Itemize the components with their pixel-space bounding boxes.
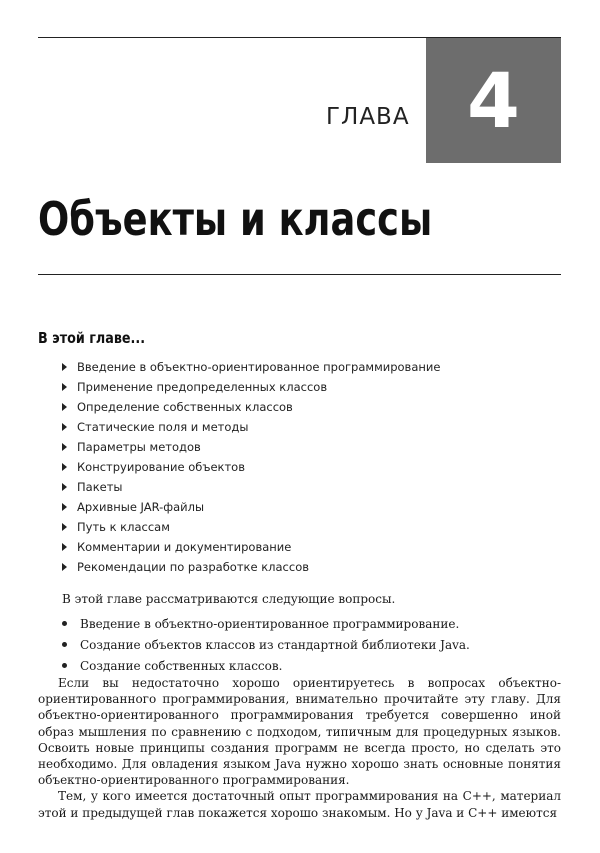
- triangle-bullet-icon: [62, 423, 67, 431]
- triangle-bullet-icon: [62, 383, 67, 391]
- body-paragraph: Если вы недостаточно хорошо ориентируетесь в вопросах объектно-ориентированного программирования, внимательно прочитайте эту главу. Для объектно-ориентированного программирования требуется совершенно иной образ мышления по сравнению с подходом, типичным для процедурных языков. Освоить новые принципы создания программ не всегда просто, но сделать это необходимо. Для овладения языком Java нужно хорошо знать основные понятия объектно-ориентированного программирования.: [38, 676, 561, 788]
- topic-item: [62, 634, 470, 655]
- toc-item: [62, 557, 440, 577]
- toc-item: [62, 537, 440, 557]
- chapter-number-box: [426, 38, 561, 163]
- triangle-bullet-icon: [62, 503, 67, 511]
- triangle-bullet-icon: [62, 463, 67, 471]
- triangle-bullet-icon: [62, 543, 67, 551]
- toc-item-label: Определение собственных классов: [77, 400, 293, 414]
- toc-item: [62, 457, 440, 477]
- toc-item: [62, 437, 440, 457]
- chapter-title: Объекты и классы: [38, 192, 433, 246]
- chapter-number: 4: [467, 55, 520, 145]
- toc-item-label: Параметры методов: [77, 440, 201, 454]
- toc-item: [62, 377, 440, 397]
- triangle-bullet-icon: [62, 523, 67, 531]
- title-rule: [38, 274, 561, 275]
- topic-item: [62, 613, 470, 634]
- section-heading: В этой главе...: [38, 329, 146, 347]
- toc-item-label: Комментарии и документирование: [77, 540, 292, 554]
- body-text: [38, 675, 561, 821]
- toc-item-label: Пакеты: [77, 480, 123, 494]
- chapter-contents-list: [62, 357, 440, 577]
- body-paragraph: Тем, у кого имеется достаточный опыт программирования на C++, материал этой и предыдущей глав покажется хорошо знакомым. Но у Java и C++ имеются: [38, 789, 561, 820]
- toc-item: [62, 357, 440, 377]
- intro-sentence: В этой главе рассматриваются следующие вопросы.: [62, 592, 396, 606]
- toc-item-label: Архивные JAR-файлы: [77, 500, 205, 514]
- toc-item-label: Введение в объектно-ориентированное программирование: [77, 360, 441, 374]
- chapter-label: ГЛАВА: [326, 104, 410, 130]
- topic-item-label: Введение в объектно-ориентированное программирование.: [80, 616, 460, 631]
- bullet-dot-icon: [62, 642, 67, 647]
- triangle-bullet-icon: [62, 403, 67, 411]
- toc-item-label: Статические поля и методы: [77, 420, 249, 434]
- triangle-bullet-icon: [62, 443, 67, 451]
- toc-item: [62, 517, 440, 537]
- toc-item: [62, 497, 440, 517]
- toc-item-label: Конструирование объектов: [77, 460, 245, 474]
- topic-item-label: Создание объектов классов из стандартной библиотеки Java.: [80, 637, 470, 652]
- toc-item: [62, 397, 440, 417]
- toc-item: [62, 477, 440, 497]
- toc-item: [62, 417, 440, 437]
- bullet-dot-icon: [62, 621, 67, 626]
- bullet-dot-icon: [62, 663, 67, 668]
- topic-item: [62, 655, 470, 676]
- topics-list: [62, 613, 470, 676]
- toc-item-label: Путь к классам: [77, 520, 170, 534]
- topic-item-label: Создание собственных классов.: [80, 658, 283, 673]
- triangle-bullet-icon: [62, 483, 67, 491]
- toc-item-label: Применение предопределенных классов: [77, 380, 328, 394]
- toc-item-label: Рекомендации по разработке классов: [77, 560, 310, 574]
- triangle-bullet-icon: [62, 363, 67, 371]
- triangle-bullet-icon: [62, 563, 67, 571]
